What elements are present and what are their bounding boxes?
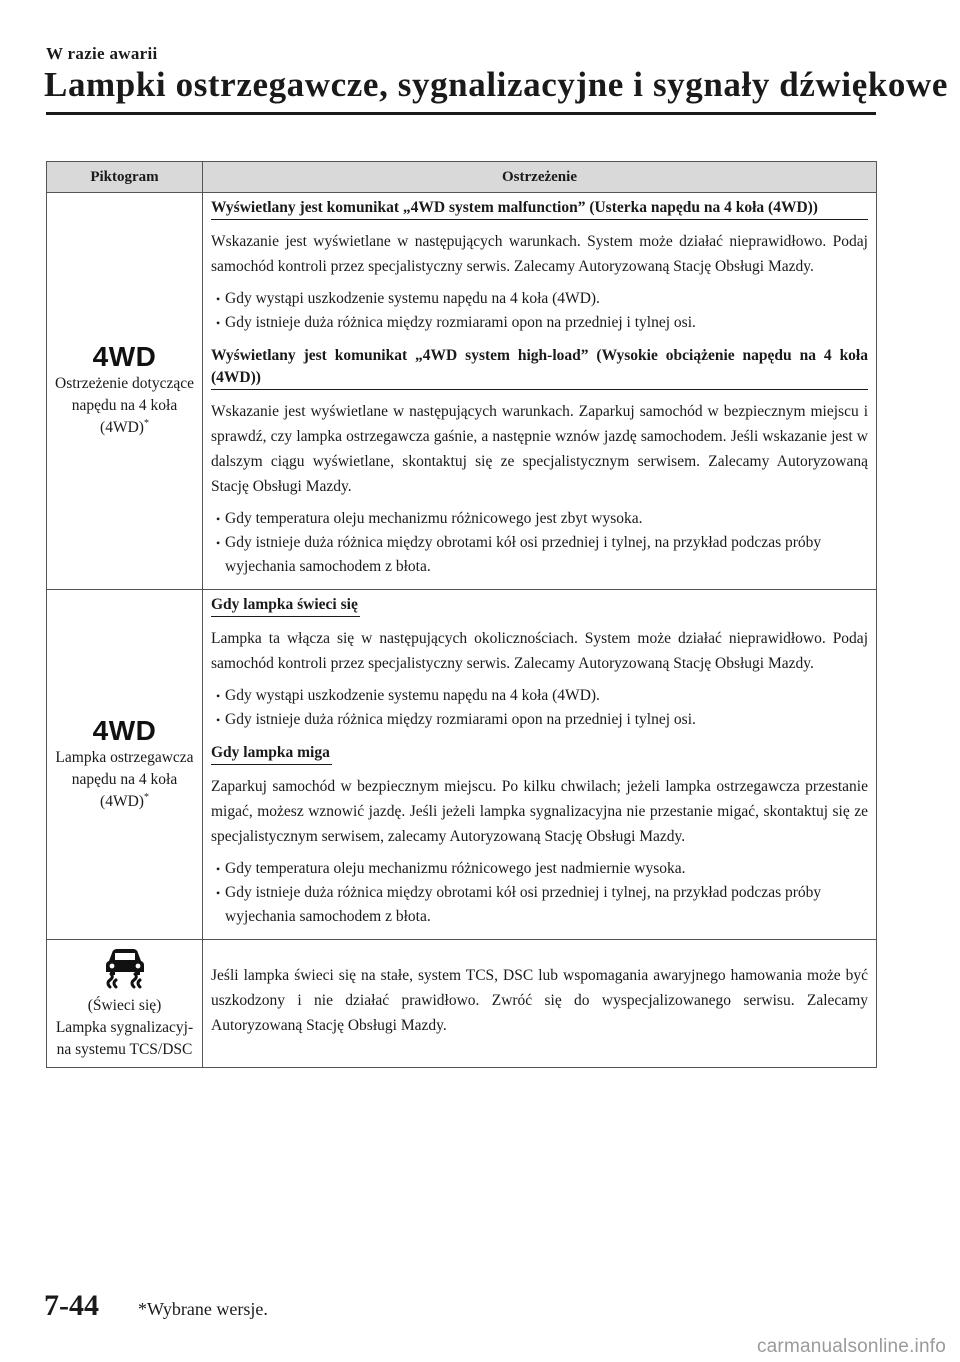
pictogram-label-line: [47, 791, 202, 813]
table-row: [47, 193, 877, 590]
pictogram-cell: [47, 590, 203, 940]
list-item: • Gdy wystąpi uszkodzenie systemu napędu na 4 koła (4WD).: [211, 287, 868, 311]
pictogram-label-line: napędu na 4 koła: [71, 770, 178, 788]
watermark: carmanualsonline.info: [756, 1336, 946, 1357]
list-item: • Gdy istnieje duża różnica między obrotami kół osi przedniej i tylnej, na przykład podczas próby wyjechania samochodem z błota.: [211, 531, 868, 579]
warning-description-cell: [203, 940, 877, 1068]
condition-heading: Gdy lampka miga: [211, 742, 332, 765]
table-row: [47, 940, 877, 1068]
pictogram-label-line: [47, 417, 202, 439]
column-header-pictogram: Piktogram: [47, 162, 203, 193]
pictogram-label-line: Lampka sygnalizacyj-: [55, 1018, 194, 1036]
pictogram-label: [47, 995, 202, 1061]
warning-description-cell: [203, 590, 877, 940]
list-item: • Gdy istnieje duża różnica między rozmiarami opon na przedniej i tylnej osi.: [211, 708, 868, 732]
description-paragraph: Wskazanie jest wyświetlane w następujących warunkach. Zaparkuj samochód w bezpiecznym miejscu i sprawdź, czy lampka ostrzegawcza gaśnie, a następnie wznów jazdę samochodem. Jeśli wskazanie jest w dalszym ciągu wyświetlane, skontaktuj się ze specjalistycznym serwisem. Zalecamy Autoryzowaną Stację Obsługi Mazdy.: [211, 403, 868, 495]
pictogram-label-text: (4WD): [100, 792, 144, 810]
condition-list: [211, 287, 868, 335]
description-paragraph: Lampka ta włącza się w następujących okolicznościach. System może działać nieprawidłowo. Podaj samochód kontroli przez specjalistyczny serwis. Zalecamy Autoryzowaną Stację Obsługi Mazdy.: [211, 630, 868, 672]
page-title: Lampki ostrzegawcze, sygnalizacyjne i sygnały dźwiękowe: [44, 65, 949, 104]
description-paragraph: Wskazanie jest wyświetlane w następujących warunkach. System może działać nieprawidłowo. Podaj samochód kontroli przez specjalistyczny serwis. Zalecamy Autoryzowaną Stację Obsługi Mazdy.: [211, 233, 868, 275]
4wd-warning-icon: 4WD: [92, 341, 157, 372]
optional-equipment-mark: *: [143, 417, 149, 429]
table-row: [47, 590, 877, 940]
pictogram-cell: [47, 193, 203, 590]
list-item: • Gdy temperatura oleju mechanizmu różnicowego jest nadmiernie wysoka.: [211, 857, 868, 881]
column-header-warning: Ostrzeżenie: [203, 162, 877, 193]
section-label: W razie awarii: [46, 44, 158, 63]
condition-heading: Wyświetlany jest komunikat „4WD system high-load” (Wysokie obciążenie napędu na 4 koła (4WD)): [211, 345, 868, 390]
description-paragraph: Zaparkuj samochód w bezpiecznym miejscu. Po kilku chwilach; jeżeli lampka ostrzegawcza przestanie migać, możesz wznowić jazdę. Jeśli jeżeli lampka sygnalizacyjna nie przestanie migać, skontaktuj się ze specjalistycznym serwisem, zalecamy Autoryzowaną Stację Obsługi Mazdy.: [211, 778, 868, 845]
list-item: • Gdy temperatura oleju mechanizmu różnicowego jest zbyt wysoka.: [211, 507, 868, 531]
footnote: *Wybrane wersje.: [138, 1299, 268, 1319]
description-paragraph: Jeśli lampka świeci się na stałe, system TCS, DSC lub wspomagania awaryjnego hamowania może być uszkodzony i nie działać prawidłowo. Zwróć się do wyspecjalizowanego serwisu. Zalecamy Autoryzowaną Stację Obsługi Mazdy.: [211, 967, 868, 1034]
warning-table: [46, 161, 877, 1068]
pictogram-cell: [47, 940, 203, 1068]
table-header-row: [47, 162, 877, 193]
pictogram-label-line: Lampka ostrzegawcza: [55, 748, 194, 766]
condition-heading: Wyświetlany jest komunikat „4WD system malfunction” (Usterka napędu na 4 koła (4WD)): [211, 197, 868, 220]
pictogram-label: [47, 747, 202, 813]
tcs-dsc-skid-car-icon: [102, 947, 148, 989]
pictogram-label-line: Ostrzeżenie dotyczące: [55, 375, 194, 392]
4wd-indicator-icon: 4WD: [92, 714, 157, 746]
page-number: 7-44: [44, 1289, 99, 1322]
pictogram-label-text: (4WD): [100, 419, 144, 436]
optional-equipment-mark: *: [143, 791, 149, 803]
condition-heading: Gdy lampka świeci się: [211, 594, 360, 617]
pictogram-label-line: na systemu TCS/DSC: [56, 1040, 193, 1058]
condition-list: [211, 507, 868, 579]
pictogram-label-line: (Świeci się): [87, 996, 162, 1014]
pictogram-label-line: napędu na 4 koła: [71, 397, 178, 414]
title-rule: [46, 112, 876, 115]
list-item: • Gdy istnieje duża różnica między rozmiarami opon na przedniej i tylnej osi.: [211, 311, 868, 335]
pictogram-label: [47, 373, 202, 439]
list-item: • Gdy istnieje duża różnica między obrotami kół osi przedniej i tylnej, na przykład podczas próby wyjechania samochodem z błota.: [211, 881, 868, 929]
condition-list: [211, 684, 868, 732]
condition-list: [211, 857, 868, 929]
warning-description-cell: [203, 193, 877, 590]
list-item: • Gdy wystąpi uszkodzenie systemu napędu na 4 koła (4WD).: [211, 684, 868, 708]
